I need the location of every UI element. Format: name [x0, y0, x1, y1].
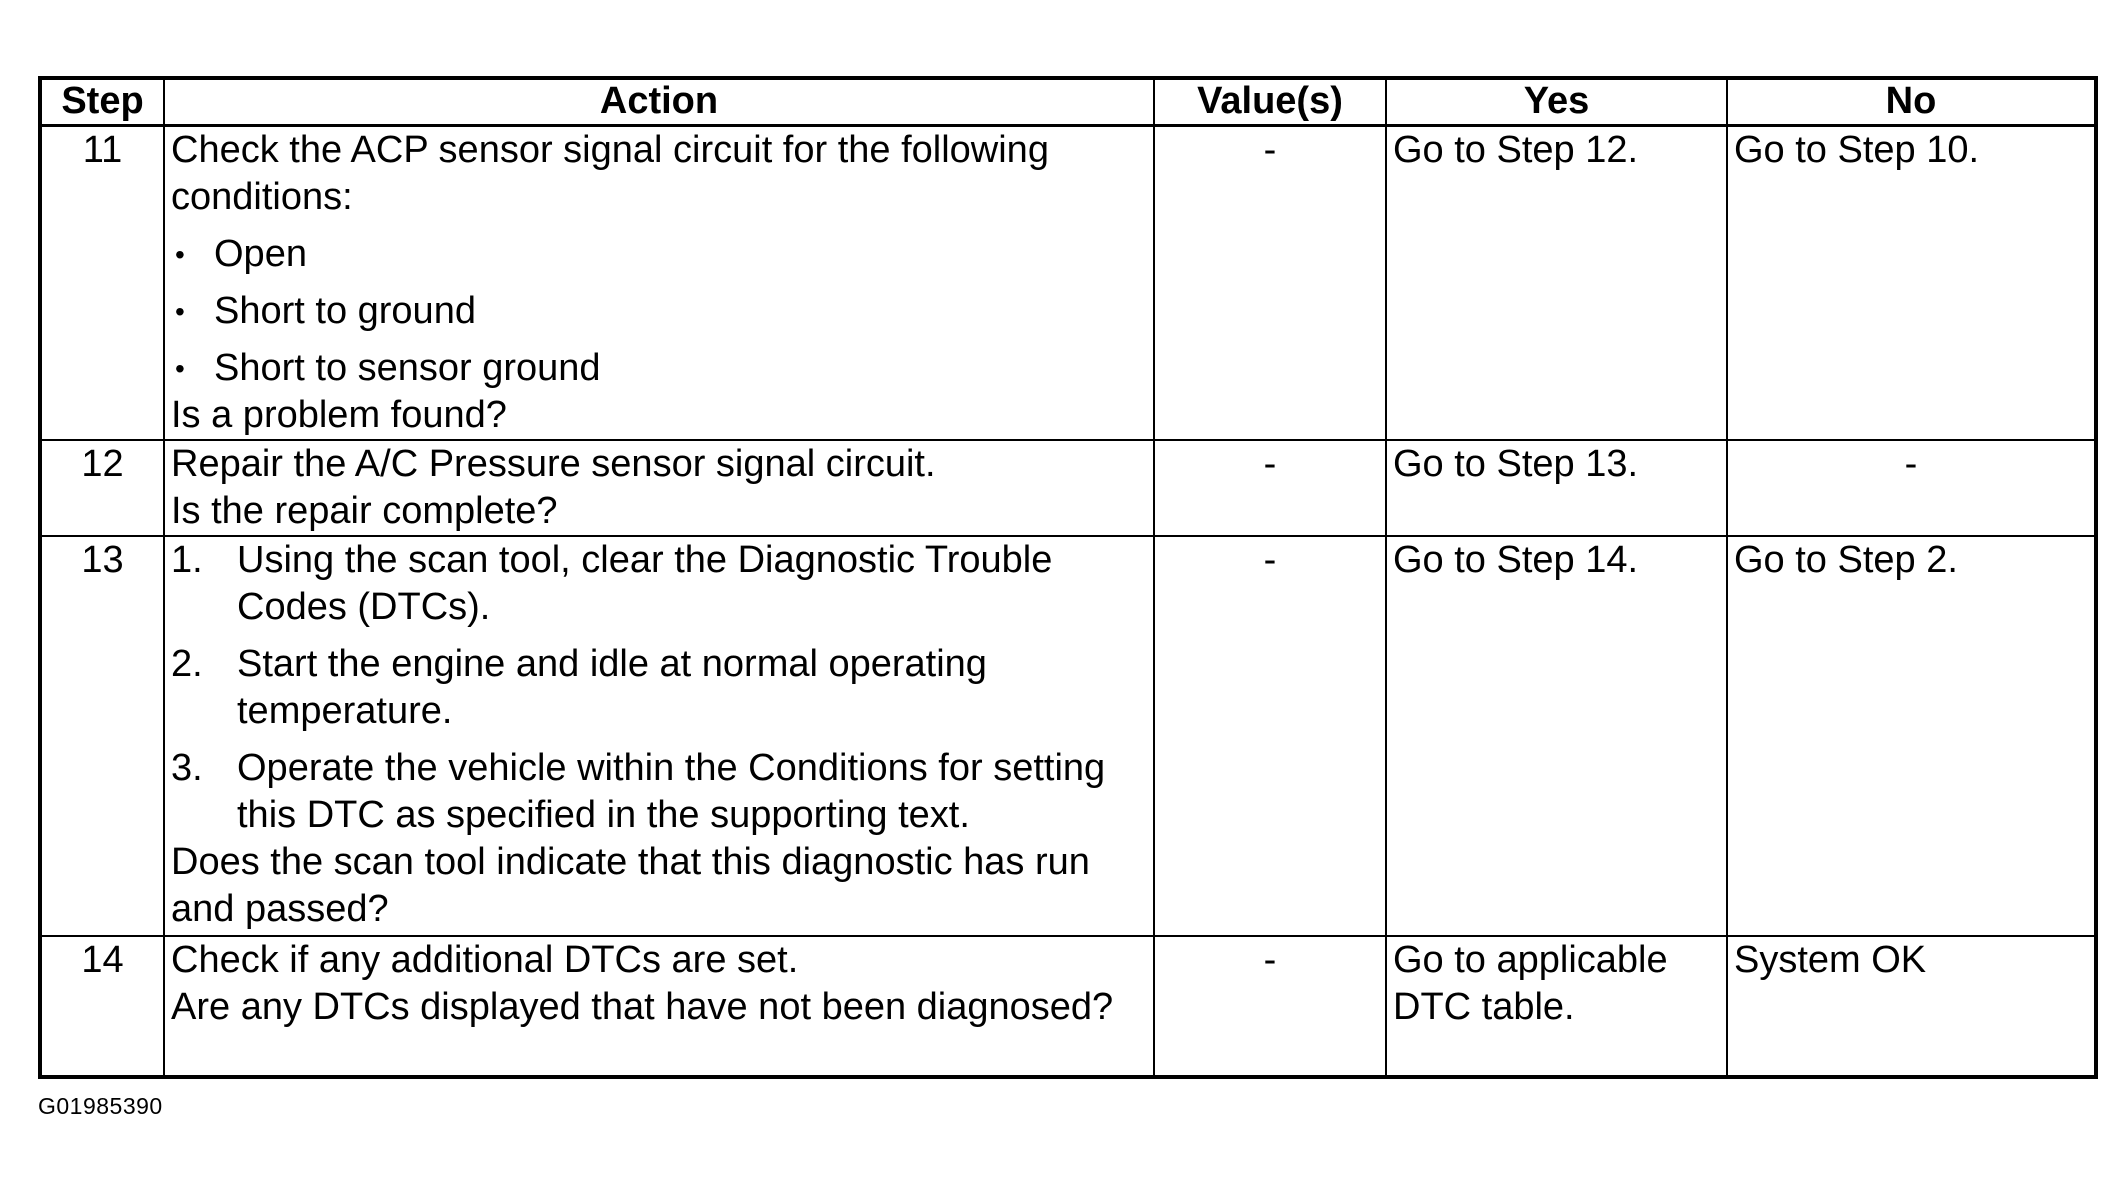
header-yes: Yes [1386, 78, 1727, 126]
no-cell: Go to Step 10. [1727, 126, 2096, 441]
table-row [40, 536, 2096, 936]
no-cell: - [1727, 440, 2096, 536]
values-cell: - [1154, 440, 1386, 536]
list-item: • Open [171, 231, 1147, 278]
yes-cell: Go to Step 14. [1386, 536, 1727, 936]
action-cell [164, 536, 1154, 936]
no-cell: System OK [1727, 936, 2096, 1077]
step-text: Using the scan tool, clear the Diagnostic Trouble Codes (DTCs). [237, 539, 1053, 628]
list-item: • Short to sensor ground [171, 345, 1147, 392]
yes-cell: Go to applicable DTC table. [1386, 936, 1727, 1077]
values-cell: - [1154, 126, 1386, 441]
diagnostic-table [38, 76, 2098, 1079]
list-item [171, 537, 1147, 631]
yes-cell: Go to Step 12. [1386, 126, 1727, 441]
table-row [40, 126, 2096, 441]
step-text: Start the engine and idle at normal operating temperature. [237, 643, 987, 732]
values-cell: - [1154, 536, 1386, 936]
header-step: Step [40, 78, 164, 126]
table-header-row [40, 78, 2096, 126]
action-intro: Check if any additional DTCs are set. [171, 939, 799, 981]
procedure-list [171, 537, 1147, 839]
list-item [171, 745, 1147, 839]
no-cell: Go to Step 2. [1727, 536, 2096, 936]
condition-list [171, 231, 1147, 392]
values-cell: - [1154, 936, 1386, 1077]
action-question: Does the scan tool indicate that this diagnostic has run and passed? [171, 841, 1090, 930]
step-number: 14 [40, 936, 164, 1077]
action-cell [164, 936, 1154, 1077]
action-intro: Repair the A/C Pressure sensor signal circuit. [171, 443, 936, 485]
list-item [171, 641, 1147, 735]
list-item: • Short to ground [171, 288, 1147, 335]
step-index: 1. [171, 539, 203, 581]
figure-id: G01985390 [38, 1093, 163, 1119]
step-index: 3. [171, 747, 203, 789]
yes-cell: Go to Step 13. [1386, 440, 1727, 536]
action-question: Is the repair complete? [171, 490, 558, 532]
header-no: No [1727, 78, 2096, 126]
step-text: Operate the vehicle within the Conditions for setting this DTC as specified in the supporting text. [237, 747, 1106, 836]
step-number: 11 [40, 126, 164, 441]
table-row [40, 440, 2096, 536]
header-action: Action [164, 78, 1154, 126]
table-row [40, 936, 2096, 1077]
step-number: 13 [40, 536, 164, 936]
action-cell [164, 440, 1154, 536]
action-question: Are any DTCs displayed that have not been diagnosed? [171, 986, 1114, 1028]
step-number: 12 [40, 440, 164, 536]
action-question: Is a problem found? [171, 394, 507, 436]
action-intro: Check the ACP sensor signal circuit for the following conditions: [171, 129, 1049, 218]
step-index: 2. [171, 643, 203, 685]
action-cell [164, 126, 1154, 441]
header-values: Value(s) [1154, 78, 1386, 126]
